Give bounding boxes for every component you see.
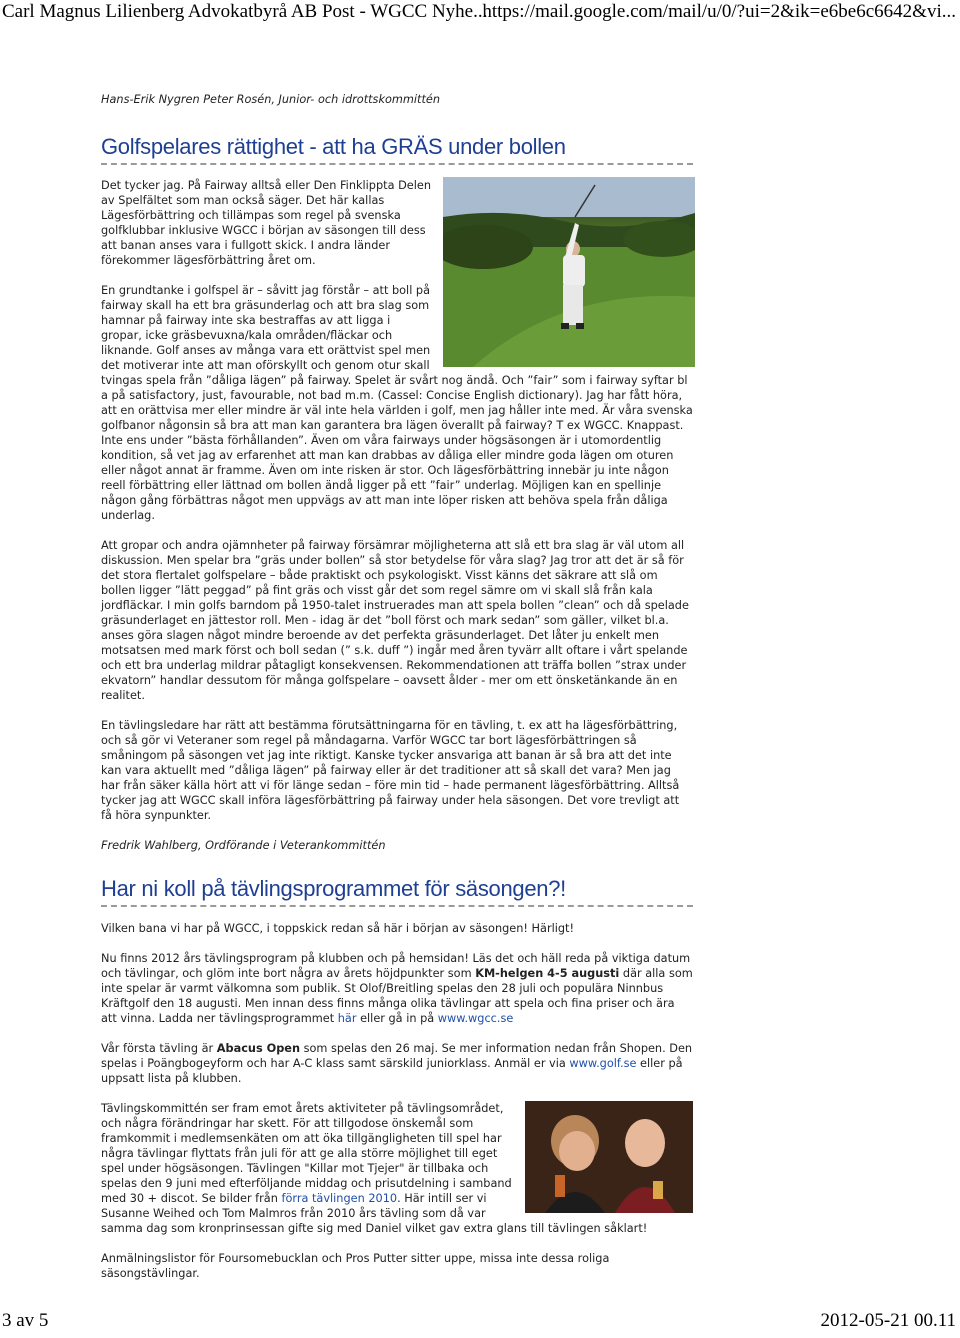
title-divider xyxy=(101,905,693,907)
program-download-link[interactable]: här xyxy=(337,1012,357,1025)
paragraph: Vår första tävling är Abacus Open som spelas den 26 maj. Se mer information nedan från Shopen. Den spelas i Poängbogeyform och har A-C klass samt särskild juniorklass. Anmäl er via www.golf.se eller på uppsatt lista på klubben. xyxy=(101,1042,693,1085)
article-body-competition xyxy=(101,921,693,1281)
wgcc-site-link[interactable]: www.wgcc.se xyxy=(437,1012,514,1025)
paragraph: En grundtanke i golfspel är – såvitt jag förstår – att boll på fairway skall ha ett bra gräsunderlag och att bra slag som hamnar på fairway inte ska bestraffas av att ligga i gropar, icke gräsbevuxna/kala områden/fläckar och liknande. Golf anses av många vara ett orättvist spel men det motiverar inte att man oförskyllt och genom otur skall tvingas spela från ”dåliga lägen” på fairway. Spelet är svårt nog ändå. Och ”fair” som i fairway syftar bl a på satisfactory, just, favourable, not bad m.m. (Cassel: Concise English dictionary). Jag har fått höra, att en orättvisa mer eller mindre är väl inte hela världen i golf, men jag håller inte med. Är våra svenska golfbanor någonsin så bra att man kan garantera bra lägen överallt på fairway? T ex WGCC. Knappast. Inte ens under ”bästa förhållanden”. Även om våra fairways under högsäsongen är i utomordentlig kondition, så vet jag av erfarenhet att man kan drabbas av dåliga eller mindre goda lägen om oturen eller något annat är framme. Även om inte risken är stor. Och lägesförbättring innebär ju inte någon reell förbättring eller lättnad om bollen ändå ligger på ett ”fair” underlag. Möjligen kan en spellinje någon gång förbättras något men uppvägs av att man inte löper risken att behöva spela från dåliga underlag. xyxy=(101,284,693,522)
print-footer xyxy=(0,1308,960,1338)
paragraph: Vilken bana vi har på WGCC, i toppskick redan så här i början av säsongen! Härligt! xyxy=(101,922,574,935)
paragraph: Anmälningslistor för Foursomebucklan och Pros Putter sitter uppe, missa inte dessa roliga säsongstävlingar. xyxy=(101,1252,610,1280)
signature-wahlberg: Fredrik Wahlberg, Ordförande i Veterankommittén xyxy=(101,839,386,852)
party-photo xyxy=(525,1101,693,1213)
print-timestamp: 2012-05-21 00.11 xyxy=(820,1310,956,1331)
paragraph: Det tycker jag. På Fairway alltså eller Den Finklippta Delen av Spelfältet som man också säger. Det här kallas Lägesförbättring och tillämpas som regel på svenska golfklubbar inklusive WGCC i början av säsongen till dess att banan anses vara i fullgott skick. I andra länder förekommer lägesförbättring året om. xyxy=(101,179,431,267)
party-illustration xyxy=(525,1101,693,1213)
byline-committee: Hans-Erik Nygren Peter Rosén, Junior- och idrottskommittén xyxy=(101,93,441,106)
paragraph: Tävlingskommittén ser fram emot årets aktiviteter på tävlingsområdet, och några förändringar har skett. För att tillgodose önskemål som framkommit i medlemsenkäten om att öka tillgängligheten till spel har några tävlingar flyttats från juli för att ge alla större möjlighet till eget spel under högsäsongen. Tävlingen "Killar mot Tjejer" är tillbaka och spelas den 9 juni med efterföljande middag och prisutdelning i samband med 30 + discot. Se bilder från förra tävlingen 2010. Här intill ser vi Susanne Weihed och Tom Malmros från 2010 års tävling som då var samma dag som kronprinsessan gifte sig med Daniel vilket gav extra glans till tävlingen såklart! xyxy=(101,1102,648,1235)
print-header xyxy=(0,0,960,26)
header-url: https://mail.google.com/mail/u/0/?ui=2&ik=e6be6c6642&vi... xyxy=(482,1,956,22)
header-title: Carl Magnus Lilienberg Advokatbyrå AB Post - WGCC Nyhe... xyxy=(2,1,488,22)
paragraph: Nu finns 2012 års tävlingsprogram på klubben och på hemsidan! Läs det och häll reda på viktiga datum och tävlingar, och glöm inte bort några av årets höjdpunkter som KM-helgen 4-5 augusti där alla som inte spelar är varmt välkomna som publik. St Olof/Breitling spelas den 28 juli och populära Ninnbus Kräftgolf den 18 augusti. Men innan dess finns många olika tävlingar att spela och fina priser och ära att vinna. Ladda ner tävlingsprogrammet här eller gå in på www.wgcc.se xyxy=(101,952,693,1025)
article-body-grass xyxy=(101,178,693,853)
golfer-illustration xyxy=(443,177,695,367)
title-divider xyxy=(101,163,693,165)
km-weekend-highlight: KM-helgen 4-5 augusti xyxy=(475,967,620,980)
paragraph: Att gropar och andra ojämnheter på fairway försämrar möjligheterna att slå ett bra slag är väl utom all diskussion. Men spelar bra ”gräs under bollen” så stor betydelse för våra slag? Jag tror att det är så för det stora flertalet golfspelare – både praktiskt och psykologiskt. Visst känns det säkrare att slå om bollen ligger ”lätt peggad” på fint gräs och visst går det som regel sämre om vi skall slå från kala jordfläckar. I min golfs barndom på 1950-talet instruerades man att spela bollen ”clean” och då spelade gräsunderlaget en jättestor roll. Men - idag är det ”boll först och mark sedan” som gäller, vilket bl.a. anses göra slagen något mindre beroende av det perfekta gräsunderlaget. Det låter ju enkelt men motsatsen med mark först och boll sedan (” s.k. duff ”) ingår med åren tyvärr allt oftare i vårt spelande och ett bra underlag mildrar påtagligt konsekvensen. Rekommendationen att träffa bollen ”strax under ekvatorn” handlar dessutom för många golfspelare – oavsett ålder - mer om ett önsketänkande än en realitet. xyxy=(101,539,689,702)
article-title-competition: Har ni koll på tävlingsprogrammet för säsongen?! xyxy=(101,876,566,901)
previous-competition-link[interactable]: förra tävlingen 2010 xyxy=(281,1192,398,1205)
abacus-open-highlight: Abacus Open xyxy=(216,1042,301,1055)
golf-se-link[interactable]: www.golf.se xyxy=(569,1057,637,1070)
paragraph: En tävlingsledare har rätt att bestämma förutsättningarna för en tävling, t. ex att ha lägesförbättring, och så gör vi Veteraner som regel på måndagarna. Varför WGCC tar bort lägesförbättringen så småningom på säsongen vet jag inte riktigt. Kanske tycker ansvariga att banan är så bra att det inte kan vara aktuellt med ”dåliga lägen” på fairway eller är det traditioner att så skall det vara? Men jag har från säker källa hört att vi för länge sedan – före min tid – hade permanent lägesförbättring. Alltså tycker jag att WGCC skall införa lägesförbättring på fairway under hela säsongen. Det vore trevligt att få höra synpunkter. xyxy=(101,719,680,822)
page-counter: 3 av 5 xyxy=(2,1310,49,1331)
article-title-grass: Golfspelares rättighet - att ha GRÄS under bollen xyxy=(101,134,566,159)
newsletter-content xyxy=(101,92,693,1281)
killar-mot-tjejer-section xyxy=(101,1101,693,1236)
golfer-photo xyxy=(443,177,695,367)
